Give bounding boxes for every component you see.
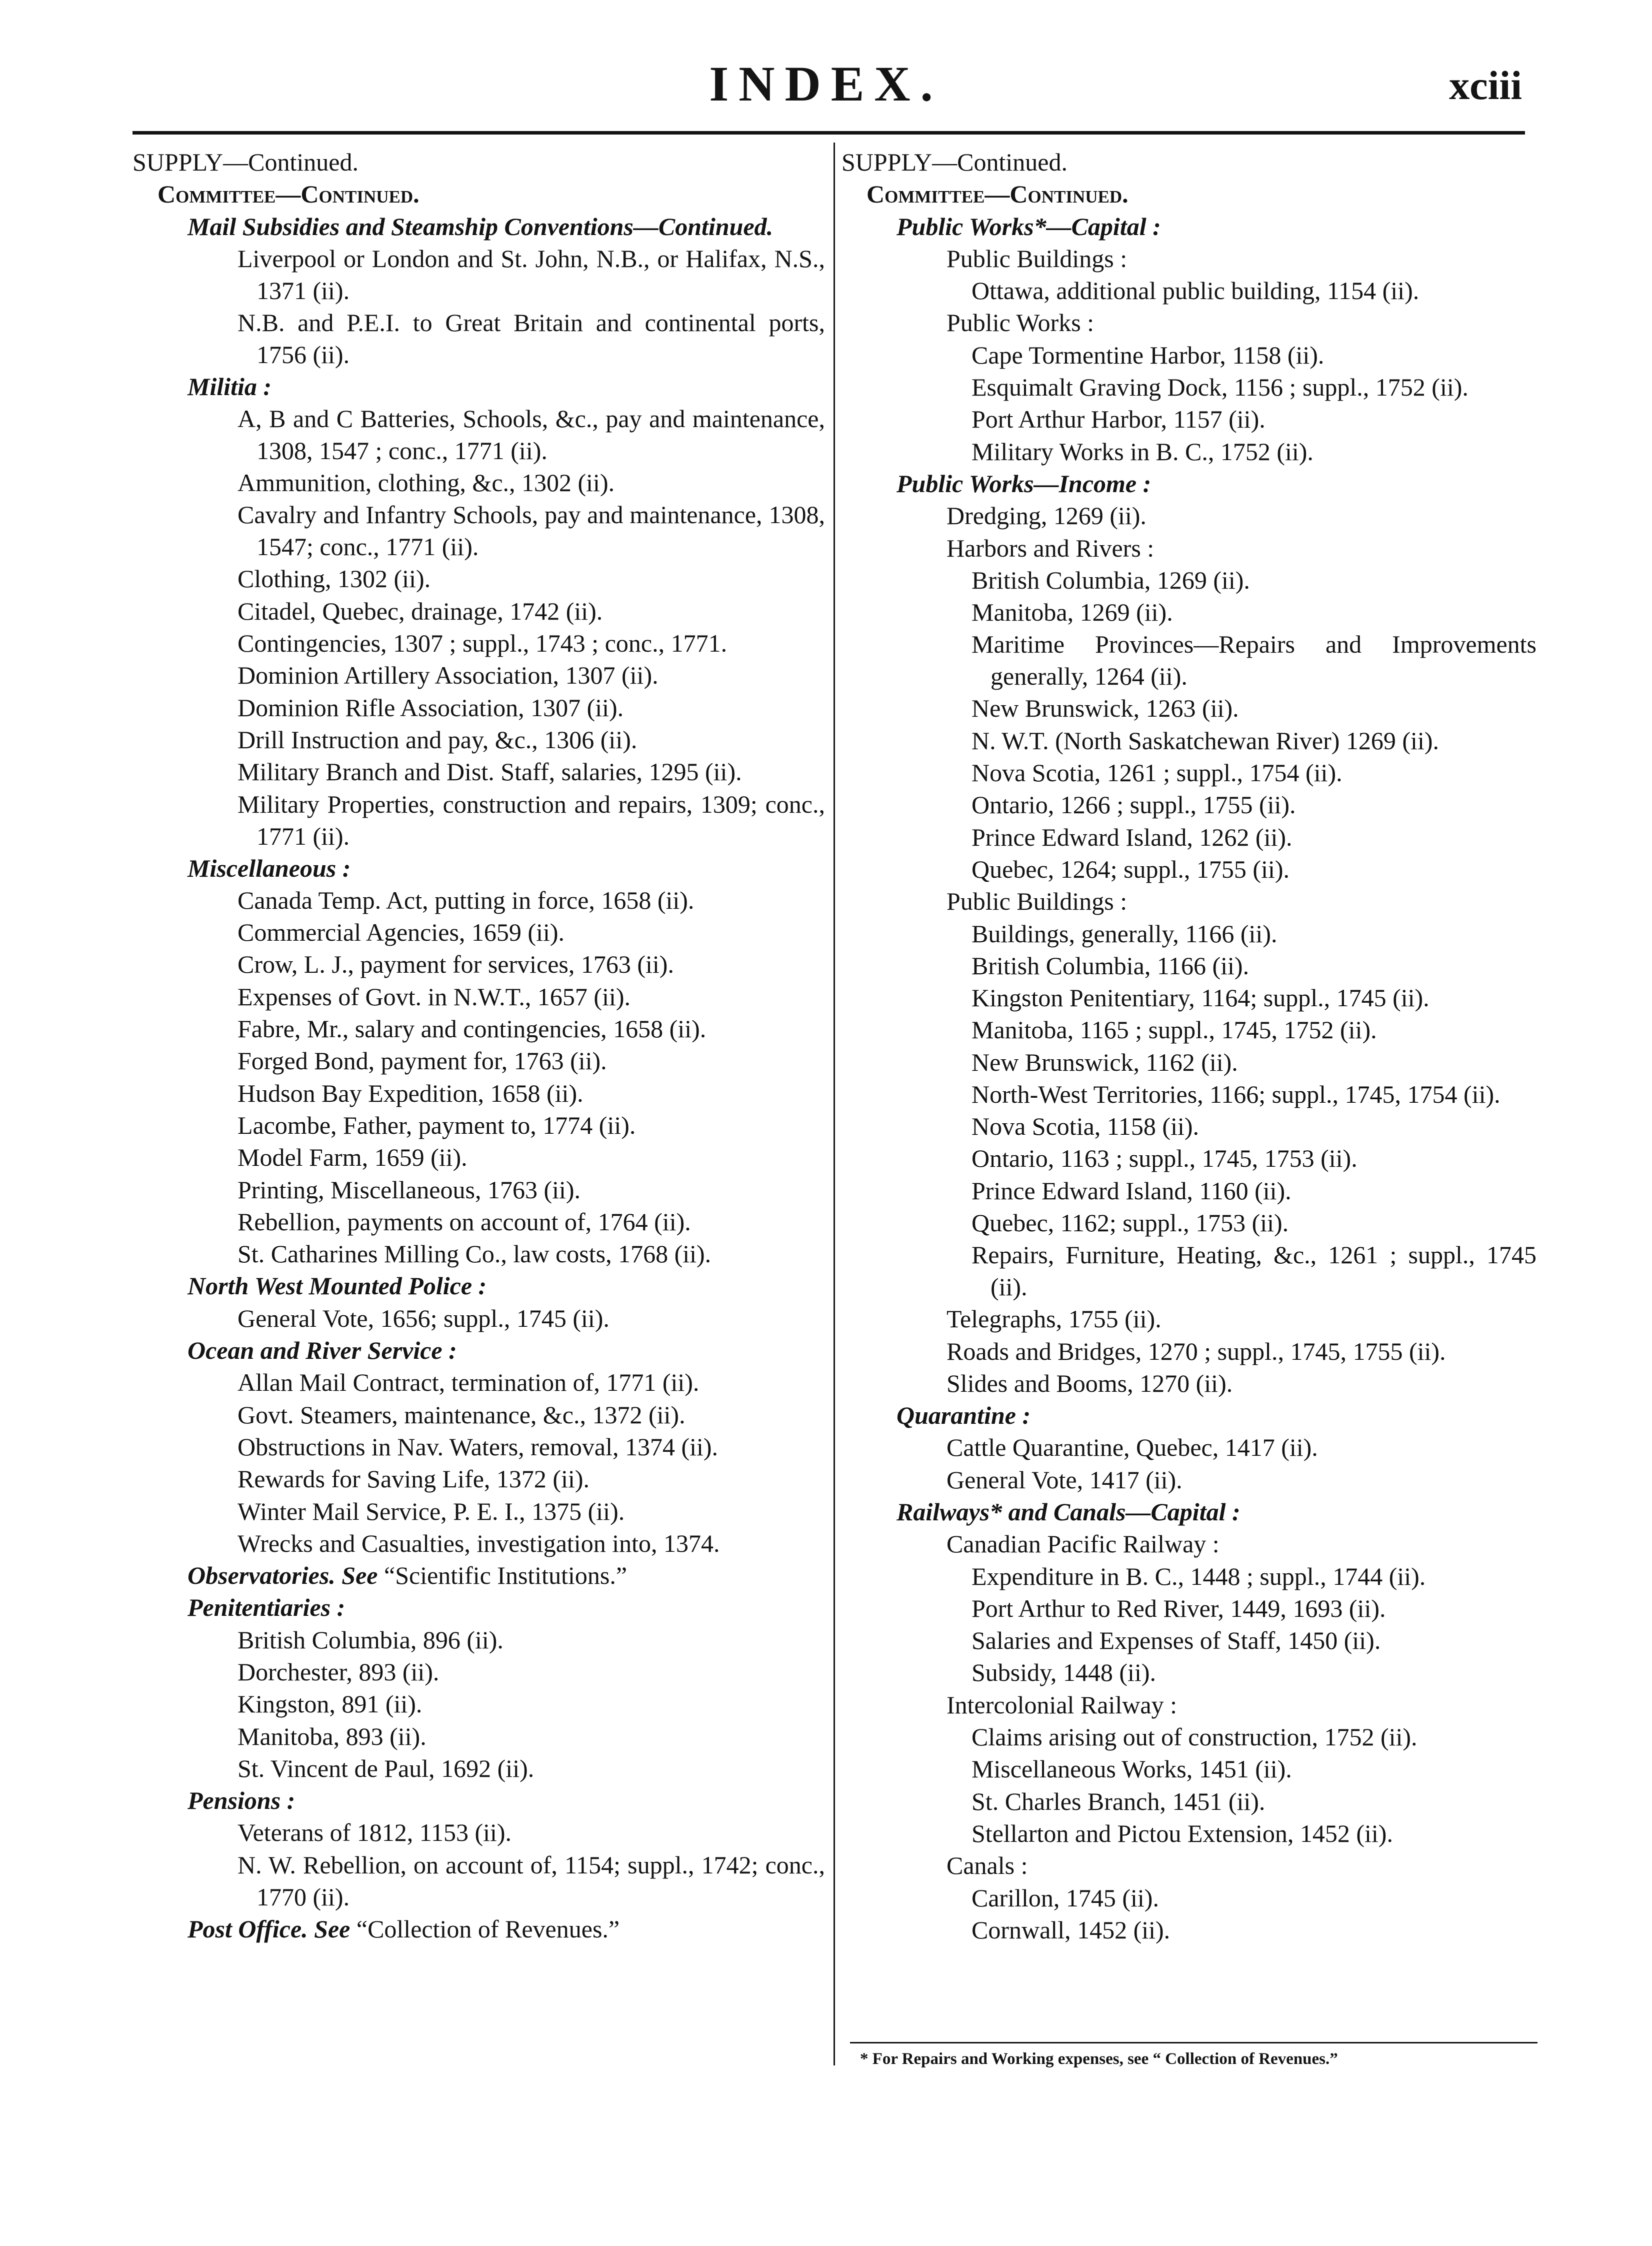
index-entry: General Vote, 1656; suppl., 1745 (ii). — [238, 1304, 610, 1332]
index-entry: Cornwall, 1452 (ii). — [972, 1915, 1170, 1944]
index-subheading: Committee—Continued. — [866, 180, 1128, 209]
index-entry: Ontario, 1163 ; suppl., 1745, 1753 (ii). — [972, 1144, 1358, 1173]
index-entry: Harbors and Rivers : — [946, 534, 1154, 562]
index-entry: Claims arising out of construction, 1752 (ii). — [972, 1723, 1418, 1751]
index-entry: Fabre, Mr., salary and contingencies, 1658 (ii). — [238, 1015, 706, 1043]
index-section-heading: North West Mounted Police : — [188, 1272, 487, 1300]
index-entry: Cape Tormentine Harbor, 1158 (ii). — [972, 341, 1324, 369]
index-entry: Carillon, 1745 (ii). — [972, 1883, 1159, 1912]
index-entry: British Columbia, 896 (ii). — [238, 1625, 504, 1654]
index-section-heading: Pensions : — [188, 1786, 296, 1815]
index-entry: A, B and C Batteries, Schools, &c., pay and maintenance, 1308, 1547 ; conc., 1771 (ii). — [238, 405, 825, 465]
index-entry: Canadian Pacific Railway : — [946, 1530, 1220, 1558]
index-entry: Port Arthur Harbor, 1157 (ii). — [972, 405, 1266, 434]
index-entry: Veterans of 1812, 1153 (ii). — [238, 1818, 512, 1847]
index-entry: Military Properties, construction and repairs, 1309; conc., 1771 (ii). — [238, 790, 825, 850]
index-entry: Forged Bond, payment for, 1763 (ii). — [238, 1047, 607, 1075]
index-entry: Nova Scotia, 1158 (ii). — [972, 1112, 1200, 1141]
index-entry: Ontario, 1266 ; suppl., 1755 (ii). — [972, 791, 1296, 819]
footnote-rule — [850, 2042, 1538, 2043]
index-entry: Public Buildings : — [946, 244, 1128, 273]
index-entry: Manitoba, 1269 (ii). — [972, 598, 1173, 627]
index-entry: Liverpool or London and St. John, N.B., or Halifax, N.S., 1371 (ii). — [238, 244, 825, 305]
index-entry: Clothing, 1302 (ii). — [238, 565, 431, 593]
index-entry: New Brunswick, 1162 (ii). — [972, 1048, 1238, 1076]
index-section-heading: Penitentiaries : — [188, 1593, 346, 1622]
index-section-heading: Mail Subsidies and Steamship Conventions—Continued. — [188, 212, 774, 241]
column-divider — [834, 143, 835, 2065]
index-entry: Quebec, 1264; suppl., 1755 (ii). — [972, 855, 1290, 883]
index-entry: Manitoba, 1165 ; suppl., 1745, 1752 (ii). — [972, 1016, 1377, 1044]
index-cross-reference — [132, 1913, 825, 1945]
index-main-heading: SUPPLY—Continued. — [132, 148, 359, 176]
index-entry: British Columbia, 1166 (ii). — [972, 951, 1250, 980]
index-entry: St. Vincent de Paul, 1692 (ii). — [238, 1754, 534, 1782]
index-entry: Dredging, 1269 (ii). — [946, 502, 1146, 530]
index-section-heading: Militia : — [188, 372, 272, 401]
index-section-heading: Public Works*—Capital : — [896, 212, 1161, 241]
index-entry: Cavalry and Infantry Schools, pay and maintenance, 1308, 1547; conc., 1771 (ii). — [238, 501, 825, 561]
index-entry: Kingston, 891 (ii). — [238, 1690, 422, 1718]
index-entry: Subsidy, 1448 (ii). — [972, 1658, 1156, 1687]
left-column — [132, 146, 825, 1945]
index-entry: Roads and Bridges, 1270 ; suppl., 1745, 1755 (ii). — [946, 1337, 1446, 1365]
index-entry: Quebec, 1162; suppl., 1753 (ii). — [972, 1208, 1289, 1237]
index-entry: Model Farm, 1659 (ii). — [238, 1143, 468, 1172]
index-entry: Ammunition, clothing, &c., 1302 (ii). — [238, 469, 615, 497]
index-entry: Stellarton and Pictou Extension, 1452 (ii). — [972, 1819, 1393, 1847]
index-entry: Obstructions in Nav. Waters, removal, 1374 (ii). — [238, 1432, 718, 1461]
index-entry: Prince Edward Island, 1262 (ii). — [972, 823, 1292, 851]
index-entry: Commercial Agencies, 1659 (ii). — [238, 918, 565, 947]
index-cross-reference — [132, 1559, 825, 1591]
index-entry: Citadel, Quebec, drainage, 1742 (ii). — [238, 597, 603, 625]
index-entry: Slides and Booms, 1270 (ii). — [946, 1369, 1233, 1397]
index-entry: Salaries and Expenses of Staff, 1450 (ii). — [972, 1626, 1381, 1655]
index-section-heading: Public Works—Income : — [896, 469, 1152, 498]
index-entry: Contingencies, 1307 ; suppl., 1743 ; conc., 1771. — [238, 629, 728, 658]
cross-reference-heading: Post Office. See — [188, 1914, 350, 1943]
index-entry: Kingston Penitentiary, 1164; suppl., 1745 (ii). — [972, 984, 1430, 1012]
index-entry: Rewards for Saving Life, 1372 (ii). — [238, 1465, 590, 1493]
index-entry: Maritime Provinces—Repairs and Improvements generally, 1264 (ii). — [972, 630, 1536, 691]
page-title: INDEX. — [709, 56, 943, 112]
index-entry: Esquimalt Graving Dock, 1156 ; suppl., 1752 (ii). — [972, 373, 1468, 402]
index-section-heading: Miscellaneous : — [188, 854, 351, 882]
index-entry: N. W. Rebellion, on account of, 1154; suppl., 1742; conc., 1770 (ii). — [238, 1850, 825, 1911]
index-entry: Canada Temp. Act, putting in force, 1658 (ii). — [238, 886, 694, 914]
index-entry: Lacombe, Father, payment to, 1774 (ii). — [238, 1111, 636, 1139]
index-section-heading: Ocean and River Service : — [188, 1336, 457, 1365]
header-rule — [132, 131, 1525, 135]
page-number: xciii — [1449, 63, 1522, 108]
right-column — [842, 146, 1536, 1946]
index-entry: Dominion Artillery Association, 1307 (ii). — [238, 661, 658, 690]
index-entry: Ottawa, additional public building, 1154 (ii). — [972, 277, 1420, 305]
index-entry: Telegraphs, 1755 (ii). — [946, 1305, 1162, 1333]
index-entry: Expenses of Govt. in N.W.T., 1657 (ii). — [238, 982, 631, 1011]
index-section-heading: Railways* and Canals—Capital : — [896, 1497, 1240, 1526]
index-entry: Drill Instruction and pay, &c., 1306 (ii). — [238, 725, 638, 754]
cross-reference-target: “Collection of Revenues.” — [350, 1914, 620, 1943]
index-section-heading: Quarantine : — [896, 1401, 1031, 1430]
index-entry: New Brunswick, 1263 (ii). — [972, 694, 1239, 723]
index-entry: Repairs, Furniture, Heating, &c., 1261 ; suppl., 1745 (ii). — [972, 1241, 1536, 1301]
index-entry: Port Arthur to Red River, 1449, 1693 (ii). — [972, 1594, 1386, 1622]
index-entry: Military Works in B. C., 1752 (ii). — [972, 437, 1314, 466]
index-entry: Military Branch and Dist. Staff, salaries, 1295 (ii). — [238, 758, 742, 786]
index-entry: North-West Territories, 1166; suppl., 1745, 1754 (ii). — [972, 1080, 1500, 1109]
index-entry: Expenditure in B. C., 1448 ; suppl., 1744 (ii). — [972, 1562, 1426, 1590]
index-entry: Buildings, generally, 1166 (ii). — [972, 919, 1278, 948]
cross-reference-target: “Scientific Institutions.” — [378, 1561, 628, 1590]
index-entry: N.B. and P.E.I. to Great Britain and continental ports, 1756 (ii). — [238, 308, 825, 369]
index-entry: Manitoba, 893 (ii). — [238, 1722, 426, 1750]
index-entry: Winter Mail Service, P. E. I., 1375 (ii). — [238, 1497, 625, 1525]
index-entry: Canals : — [946, 1851, 1028, 1880]
index-entry: Nova Scotia, 1261 ; suppl., 1754 (ii). — [972, 759, 1342, 787]
index-subheading: Committee—Continued. — [158, 180, 420, 209]
index-entry: Dorchester, 893 (ii). — [238, 1657, 440, 1686]
index-entry: Wrecks and Casualties, investigation into, 1374. — [238, 1529, 720, 1557]
index-entry: Govt. Steamers, maintenance, &c., 1372 (ii). — [238, 1400, 686, 1429]
index-entry: Crow, L. J., payment for services, 1763 (ii). — [238, 950, 674, 979]
index-entry: Public Buildings : — [946, 887, 1128, 916]
index-entry: Intercolonial Railway : — [946, 1690, 1177, 1719]
index-entry: Dominion Rifle Association, 1307 (ii). — [238, 693, 624, 722]
index-entry: Public Works : — [946, 309, 1094, 337]
index-entry: Rebellion, payments on account of, 1764 (ii). — [238, 1207, 691, 1236]
index-entry: British Columbia, 1269 (ii). — [972, 566, 1250, 594]
index-entry: St. Charles Branch, 1451 (ii). — [972, 1787, 1266, 1815]
index-entry: Printing, Miscellaneous, 1763 (ii). — [238, 1175, 581, 1204]
index-entry: Hudson Bay Expedition, 1658 (ii). — [238, 1079, 584, 1107]
index-entry: Miscellaneous Works, 1451 (ii). — [972, 1755, 1292, 1783]
index-entry: General Vote, 1417 (ii). — [946, 1465, 1182, 1494]
index-entry: N. W.T. (North Saskatchewan River) 1269 (ii). — [972, 726, 1439, 755]
index-main-heading: SUPPLY—Continued. — [842, 148, 1068, 176]
cross-reference-heading: Observatories. See — [188, 1561, 378, 1590]
footnote: * For Repairs and Working expenses, see “ Collection of Revenues.” — [860, 2050, 1338, 2068]
index-entry: Allan Mail Contract, termination of, 1771 (ii). — [238, 1368, 700, 1397]
index-entry: Cattle Quarantine, Quebec, 1417 (ii). — [946, 1433, 1318, 1462]
index-entry: St. Catharines Milling Co., law costs, 1768 (ii). — [238, 1240, 712, 1268]
index-entry: Prince Edward Island, 1160 (ii). — [972, 1176, 1292, 1205]
